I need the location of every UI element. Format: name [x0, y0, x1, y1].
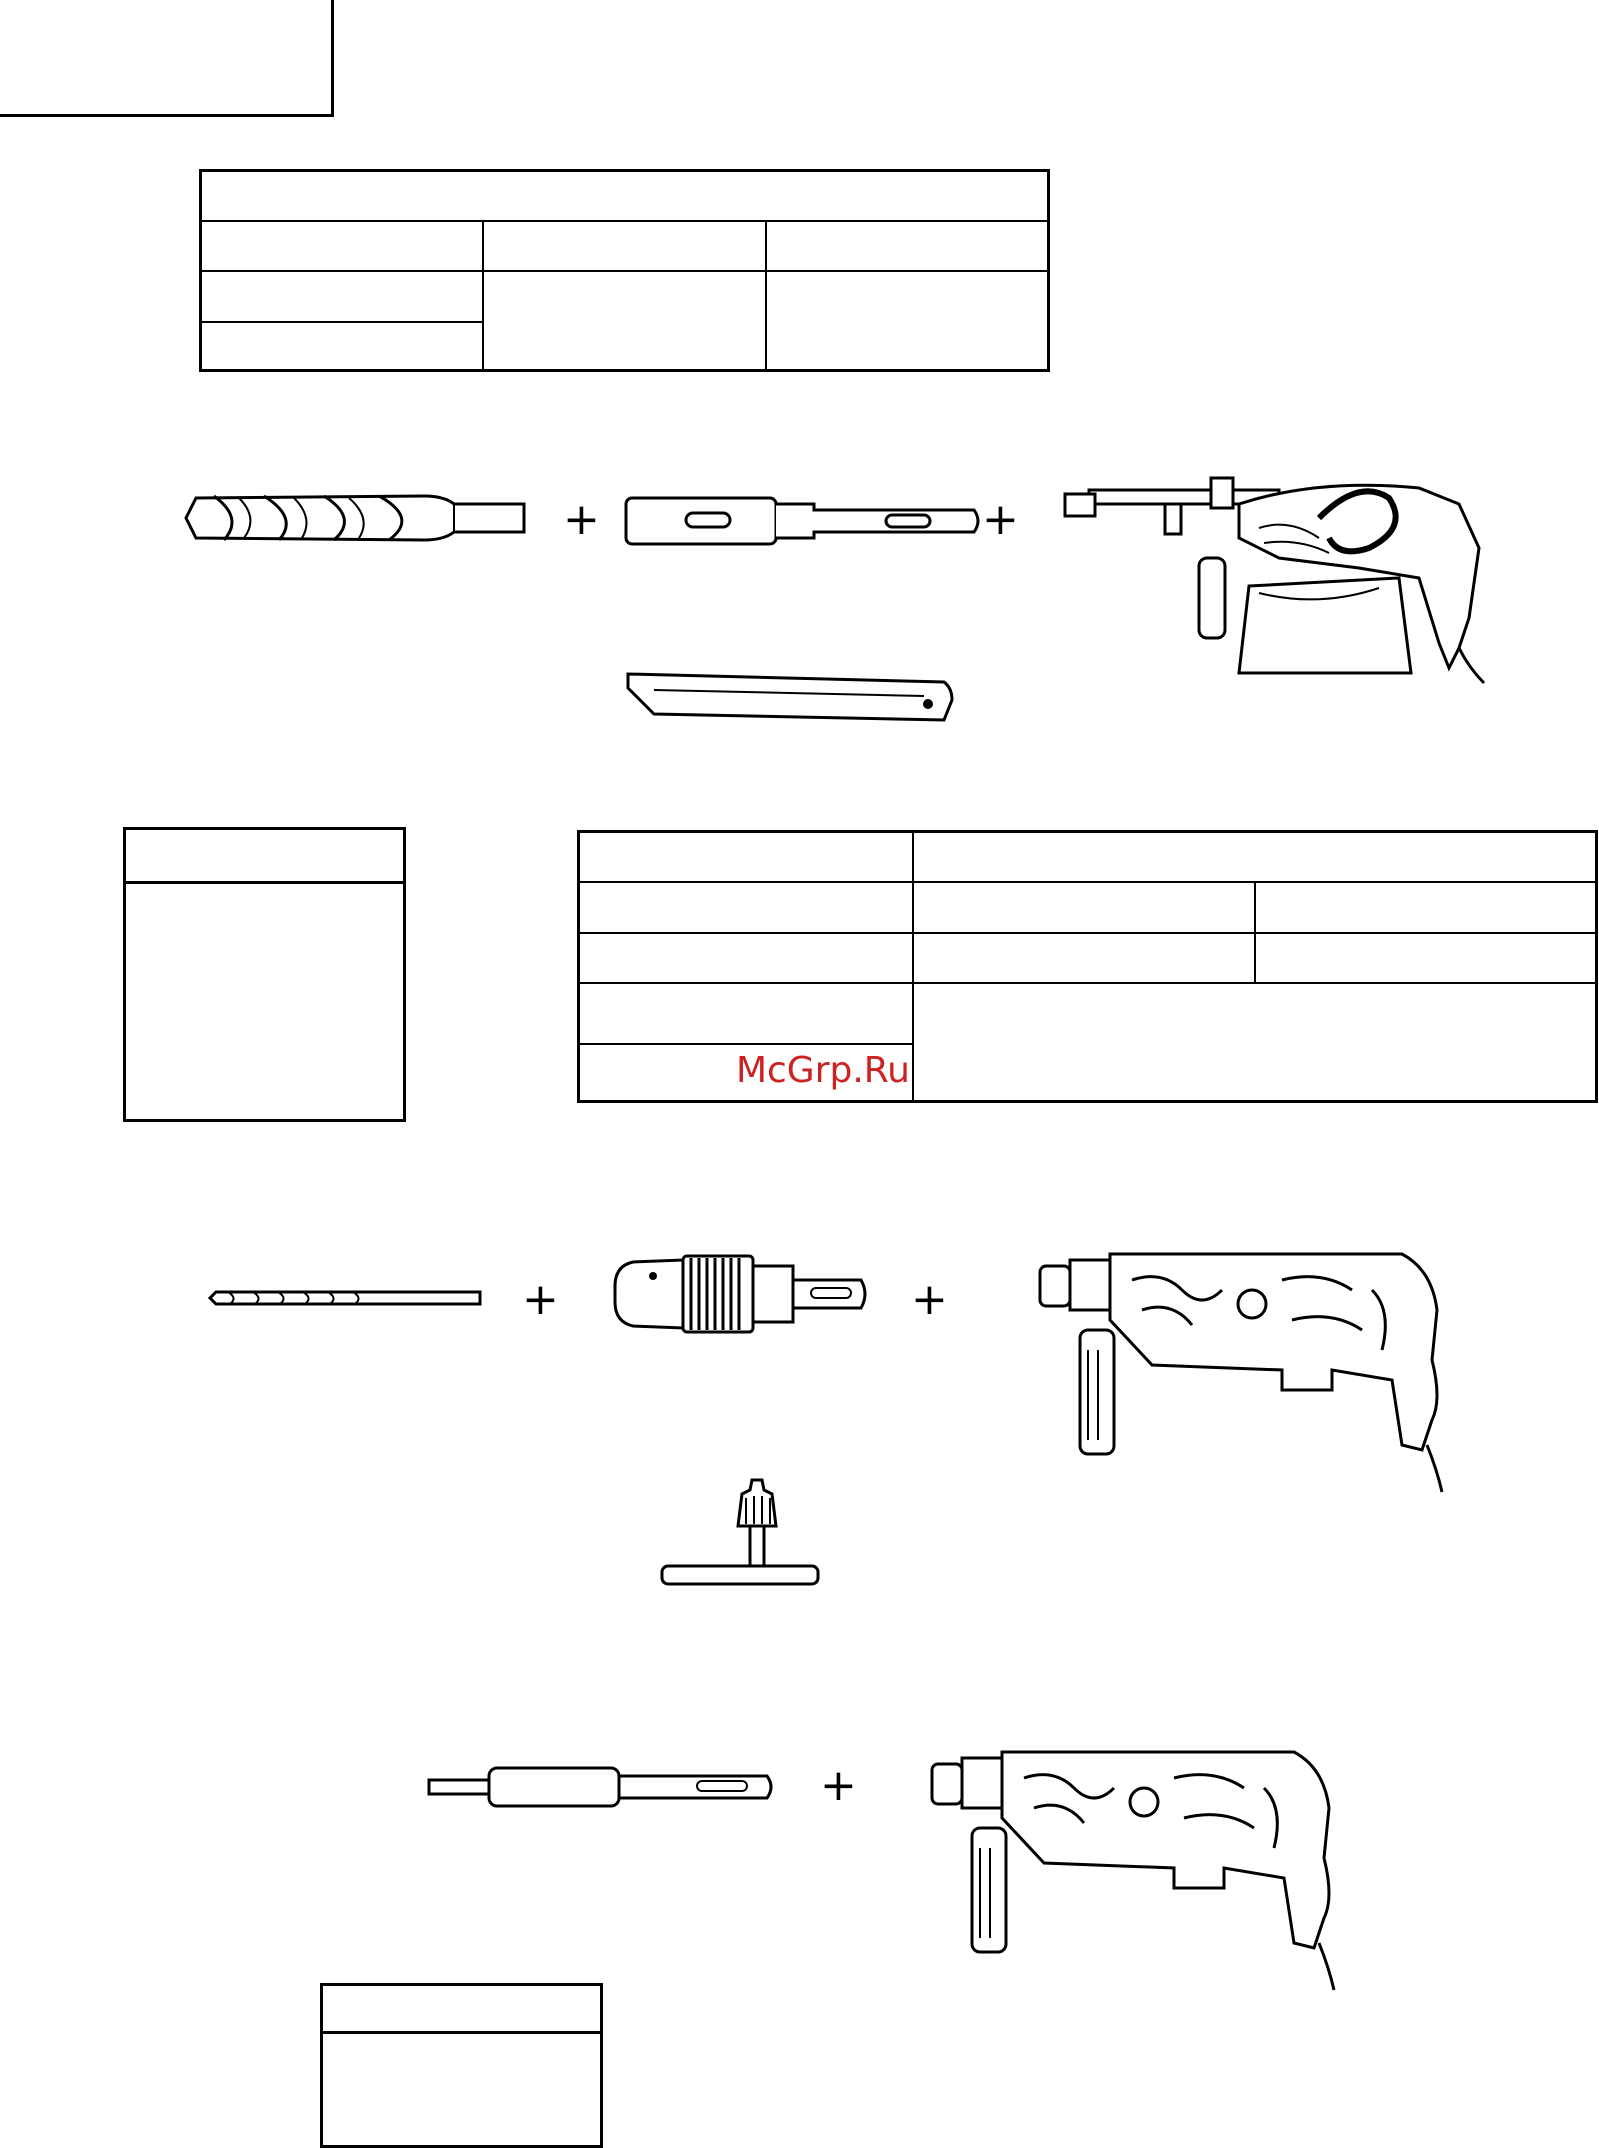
table-cell	[483, 221, 766, 271]
table-cell	[766, 221, 1049, 271]
table-cell	[1255, 882, 1597, 933]
plus-sign: +	[820, 1760, 857, 1811]
note-box-bottom	[320, 1983, 603, 2148]
table-cell	[579, 882, 914, 933]
spec-table-top	[199, 169, 1050, 372]
plus-sign: +	[522, 1274, 559, 1325]
sds-adapter-icon	[427, 1764, 775, 1810]
table-cell	[201, 171, 1049, 222]
table-cell	[579, 933, 914, 984]
table-cell	[913, 832, 1597, 883]
table-cell	[913, 933, 1255, 984]
table-cell	[579, 983, 914, 1044]
rotary-hammer-icon	[1032, 1250, 1452, 1495]
note-box-divider	[126, 881, 403, 884]
table-cell	[201, 322, 484, 371]
plus-sign: +	[911, 1274, 948, 1325]
corner-tab	[0, 0, 334, 117]
table-cell	[766, 271, 1049, 371]
table-cell	[913, 882, 1255, 933]
table-cell	[201, 221, 484, 271]
table-cell	[483, 271, 766, 371]
drill-chuck-adapter-icon	[613, 1246, 869, 1342]
table-cell	[1255, 933, 1597, 984]
taper-shank-drill-bit-icon	[184, 488, 529, 548]
plus-sign: +	[982, 494, 1019, 545]
plus-sign: +	[563, 494, 600, 545]
table-cell	[579, 832, 914, 883]
table-cell	[913, 983, 1597, 1101]
cotter-wedge-icon	[624, 670, 954, 726]
taper-shank-adapter-icon	[624, 496, 984, 546]
chuck-key-icon	[660, 1476, 820, 1592]
straight-shank-drill-bit-icon	[208, 1282, 486, 1314]
note-box-divider	[323, 2031, 600, 2034]
note-box-left	[123, 827, 406, 1122]
rotary-hammer-with-dust-collector-icon	[1059, 468, 1484, 688]
watermark: McGrp.Ru	[735, 1050, 910, 1091]
rotary-hammer-icon	[924, 1748, 1344, 1993]
table-cell	[201, 271, 484, 322]
